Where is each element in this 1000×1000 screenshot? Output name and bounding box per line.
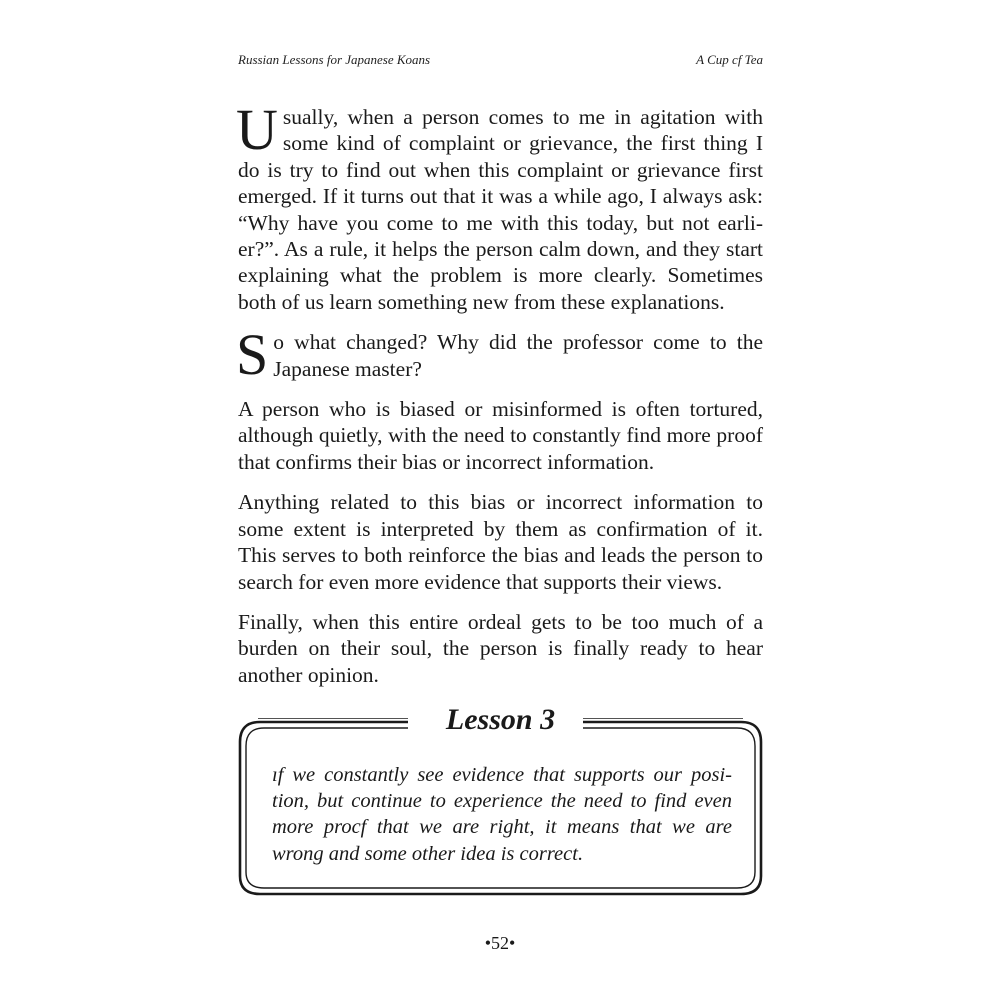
page-number: •52•: [484, 933, 516, 953]
book-title: Russian Lessons for Japanese Koans: [238, 52, 431, 67]
lesson-title: Lesson 3: [445, 703, 556, 736]
running-header: [238, 52, 763, 68]
paragraph-1: [236, 97, 763, 315]
paragraph-2: [236, 322, 763, 388]
paragraph-5: [238, 609, 763, 688]
paragraph-text: Finally, when this entire ordeal gets to be too much of a burden on their soul, the person is finally ready to hear another opinion.: [238, 609, 763, 687]
paragraph-text: sually, when a person comes to me in agitation with some kind of complaint or grievance, the first thing I do is try to find out when this complaint or grievance first emerged. If it turns out that it was a while ago, I always ask: “Why have you come to me with this today, but not earli- er?”. As a rule, it helps the person calm down, and they start explaining what the problem is more clearly. Sometimes both of us learn something new from these explanations.: [238, 105, 763, 314]
paragraph-text: Anything related to this bias or incorrect information to some extent is interpreted by them as confirmation of it. This serves to both reinforce the bias and leads the person to search for even more evidence that supports their views.: [238, 490, 763, 594]
drop-cap: U: [236, 97, 278, 162]
drop-cap: S: [236, 322, 269, 388]
lesson-box: [238, 703, 763, 896]
paragraph-4: [238, 489, 763, 595]
paragraph-text: A person who is biased or misinformed is often tortured, although quietly, with the need to constantly find more proof that confirms their bias or incorrect information.: [238, 397, 763, 474]
lesson-text: ıf we constantly see evidence that supports our posi- tion, but continue to experience the need to find even more procf that we are right, it means that we are wrong and some other idea is correct.: [272, 764, 732, 865]
paragraph-text: o what changed? Why did the professor come to the Japanese master?: [273, 330, 763, 381]
chapter-title: A Cup cf Tea: [696, 52, 763, 67]
body-text: [236, 97, 763, 702]
paragraph-3: [238, 396, 763, 475]
